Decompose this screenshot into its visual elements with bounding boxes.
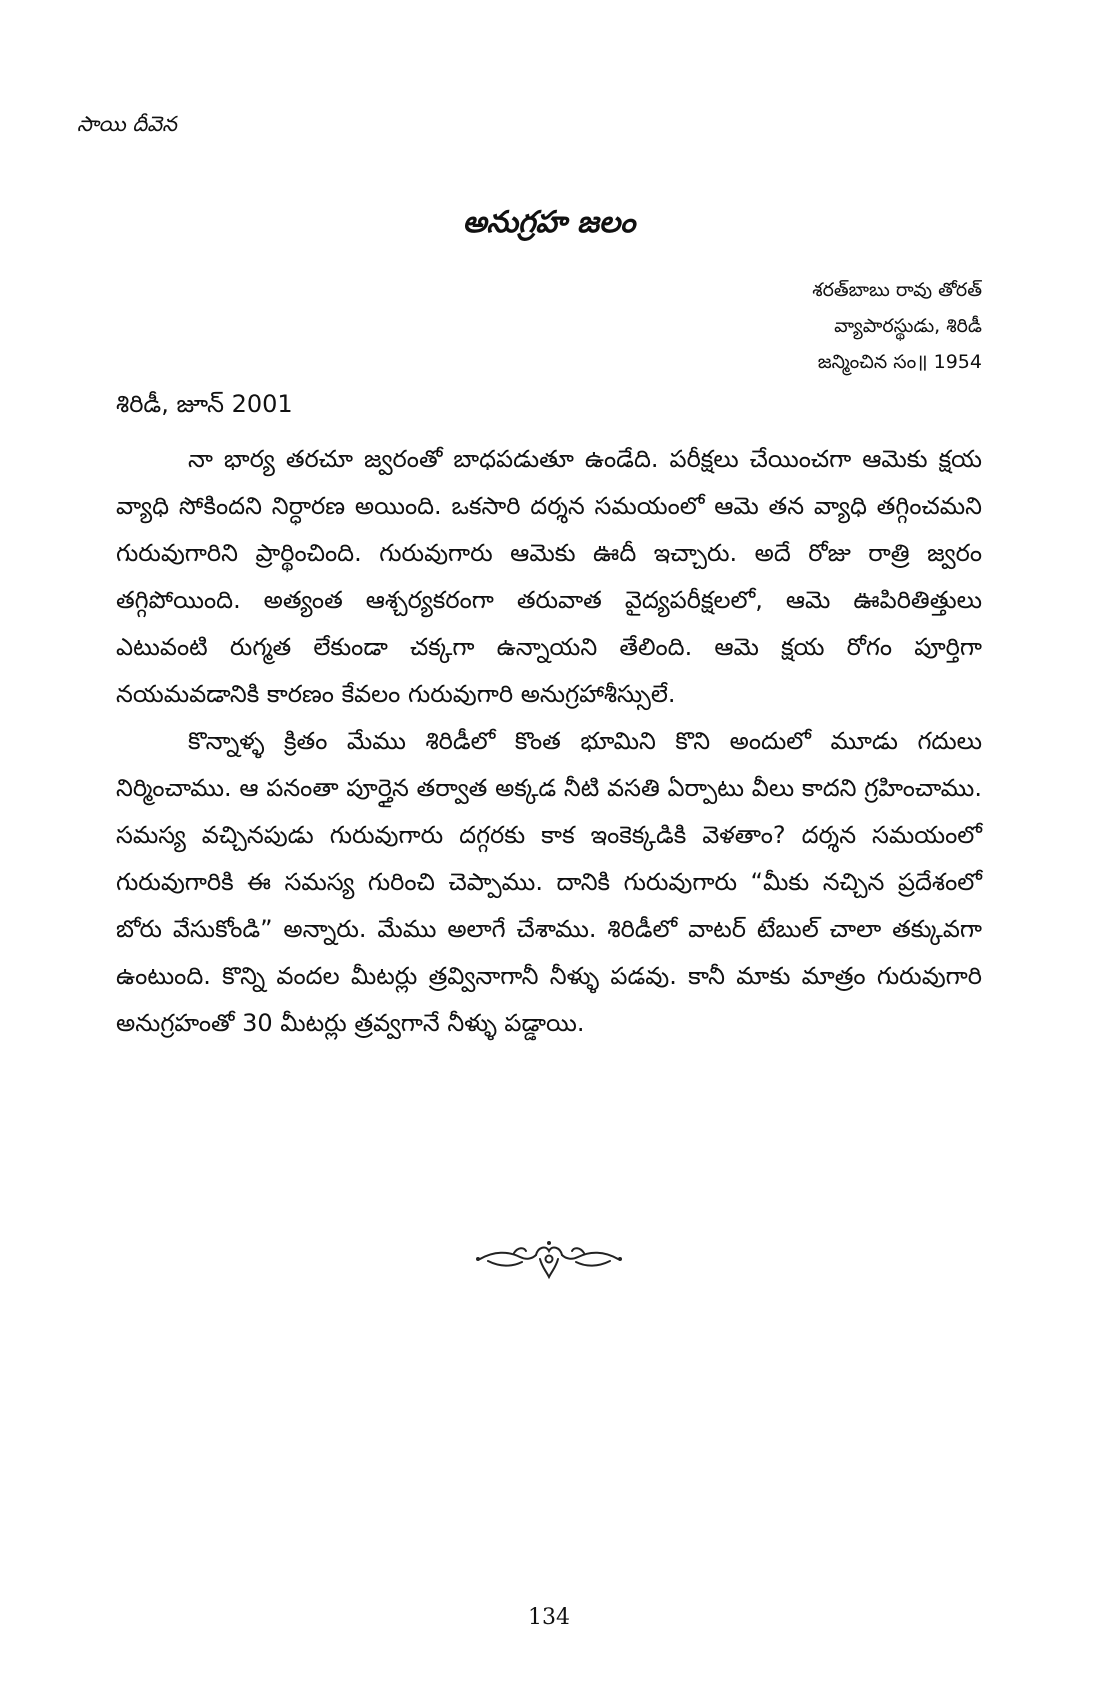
author-born: జన్మించిన సం॥ 1954 xyxy=(817,351,982,373)
article-title: అనుగ్రహ జలం xyxy=(462,205,636,240)
author-name: శరత్‌బాబు రావు తోరత్ xyxy=(812,279,982,301)
article-body xyxy=(116,436,982,1047)
floral-divider-icon xyxy=(474,1237,624,1281)
paragraph-1: నా భార్య తరచూ జ్వరంతో బాధపడుతూ ఉండేది. పరీక్షలు చేయించగా ఆమెకు క్షయ వ్యాధి సోకిందని నిర్ధారణ అయింది. ఒకసారి దర్శన సమయంలో ఆమె తన వ్యాధి తగ్గించమని గురువుగారిని ప్రార్థించింది. గురువుగారు ఆమెకు ఊదీ ఇచ్చారు. అదే రోజు రాత్రి జ్వరం తగ్గిపోయింది. అత్యంత ఆశ్చర్యకరంగా తరువాత వైద్యపరీక్షలలో, ఆమె ఊపిరితిత్తులు ఎటువంటి రుగ్మత లేకుండా చక్కగా ఉన్నాయని తేలింది. ఆమె క్షయ రోగం పూర్తిగా నయమవడానికి కారణం కేవలం గురువుగారి అనుగ్రహాశీస్సులే. xyxy=(116,445,982,708)
running-head: సాయి దీవెన xyxy=(77,112,177,136)
paragraph-2: కొన్నాళ్ళ క్రితం మేము శిరిడీలో కొంత భూమిని కొని అందులో మూడు గదులు నిర్మించాము. ఆ పనంతా పూర్తైన తర్వాత అక్కడ నీటి వసతి ఏర్పాటు వీలు కాదని గ్రహించాము. సమస్య వచ్చినపుడు గురువుగారు దగ్గరకు కాక ఇంకెక్కడికి వెళతాం? దర్శన సమయంలో గురువుగారికి ఈ సమస్య గురించి చెప్పాము. దానికి గురువుగారు “మీకు నచ్చిన ప్రదేశంలో బోరు వేసుకోండి” అన్నారు. మేము అలాగే చేశాము. శిరిడీలో వాటర్ టేబుల్ చాలా తక్కువగా ఉంటుంది. కొన్ని వందల మీటర్లు త్రవ్వినాగానీ నీళ్ళు పడవు. కానీ మాకు మాత్రం గురువుగారి అనుగ్రహంతో 30 మీటర్లు త్రవ్వగానే నీళ్ళు పడ్డాయి. xyxy=(116,727,982,1037)
author-role: వ్యాపారస్థుడు, శిరిడీ xyxy=(834,315,982,337)
dateline: శిరిడీ, జూన్ 2001 xyxy=(116,390,293,418)
byline xyxy=(812,272,982,380)
page-number: 134 xyxy=(528,1605,570,1630)
